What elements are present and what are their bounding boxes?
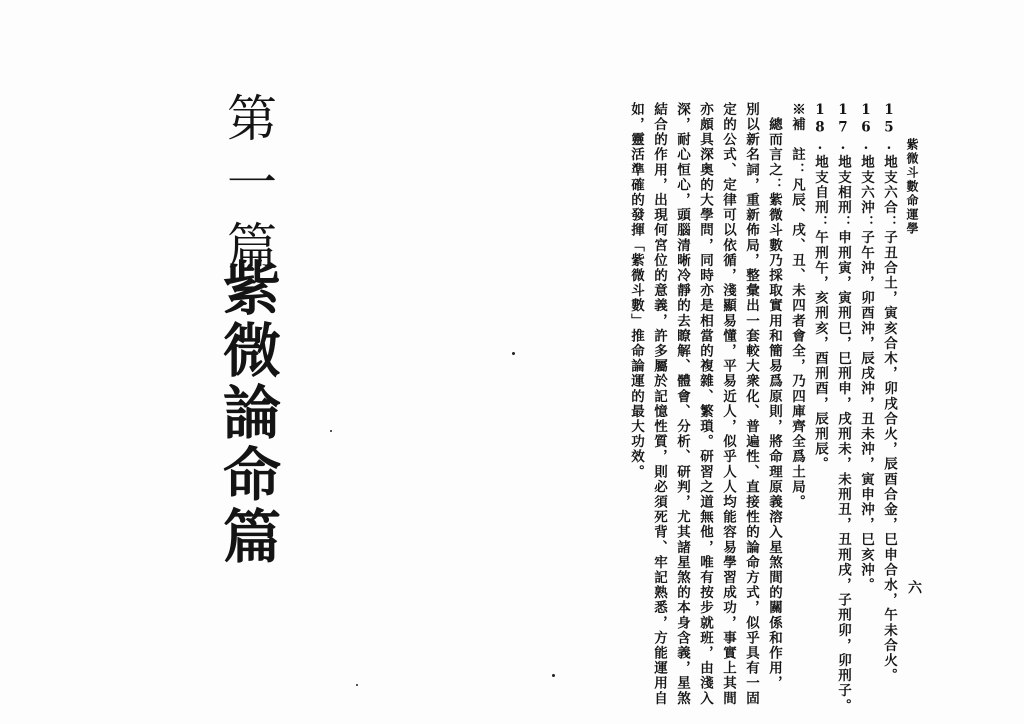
running-header: 紫微斗數命運學: [905, 138, 919, 236]
page-number: 六: [906, 580, 922, 594]
text-line: 如，靈活準確的發揮「紫微斗數」推命論運的最大功效。: [628, 102, 644, 480]
text-line: 深，耐心恒心，頭腦清晰冷靜的去瞭解、體會、分析、研判，尤其諸星煞的本身含義，星煞: [674, 102, 690, 706]
scan-speck: [330, 430, 332, 432]
text-line: 17.地支相刑：申刑寅，寅刑巳，巳刑申，戌刑未，未刑丑，丑刑戌，子刑卯，卯刑子。: [835, 102, 851, 714]
text-line: 定的公式、定律可以依循，淺顯易懂，平易近人，似乎人人均能容易學習成功，事實上其間: [720, 102, 736, 706]
text-line: 18.地支自刑：午刑午，亥刑亥，酉刑酉，辰刑辰。: [812, 102, 828, 472]
scan-speck: [552, 674, 555, 677]
scan-speck: [356, 684, 358, 686]
text-line: ※補 註：凡辰、戌、丑、未四者會全，乃四庫齊全爲土局。: [789, 102, 805, 510]
chapter-title: 紫微論命篇: [213, 258, 281, 568]
text-line: 結合的作用，出現何宮位的意義，許多屬於記憶性質，則必須死背、牢記熟悉，方能運用自: [651, 102, 667, 706]
chapter-heading: 第一篇: [219, 92, 277, 284]
text-line: 亦頗具深奥的大學問，同時亦是相當的複雜、繁瑣。研習之道無他，唯有按步就班，由淺入: [697, 102, 713, 706]
text-line: 總而言之：紫微斗數乃採取實用和簡易爲原則，將命理原義溶入星煞間的關係和作用，: [766, 102, 782, 691]
text-line: 15.地支六合：子丑合土，寅亥合木，卯戌合火，辰酉合金，巳申合水，午未合火。: [881, 102, 897, 684]
text-line: 別以新名詞，重新佈局，整彙出一套較大衆化、普遍性、直接性的論命方式，似乎具有一固: [743, 102, 759, 706]
scan-speck: [512, 352, 515, 355]
text-line: 16.地支六沖：子午沖，卯酉沖，辰戌沖，丑未沖，寅申沖，巳亥沖。: [858, 102, 874, 593]
